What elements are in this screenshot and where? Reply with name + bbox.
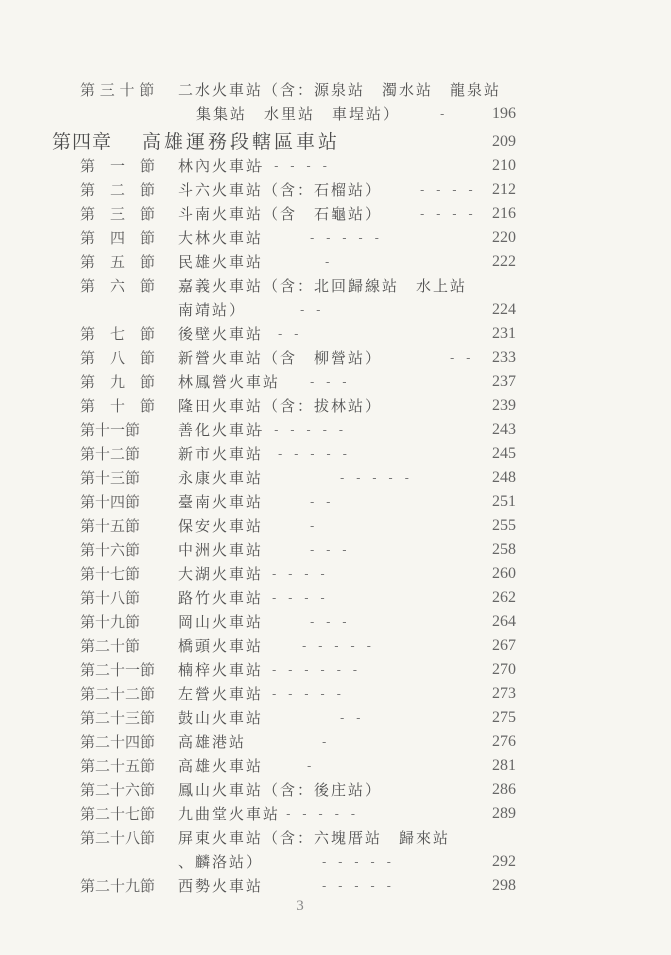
page-ref: 276	[492, 733, 516, 750]
section-title: 楠梓火車站	[178, 661, 264, 679]
section-title: 屏東火車站（含：六塊厝站 歸來站	[178, 829, 451, 847]
page-ref: 210	[492, 157, 516, 174]
section-title: 鼓山火車站	[178, 709, 264, 727]
leader-dots: - - - -	[272, 591, 329, 605]
toc-section-row	[0, 394, 671, 418]
section-title: 林內火車站	[178, 157, 264, 175]
page-ref: 275	[492, 709, 516, 726]
leader-dots: - - -	[310, 543, 351, 557]
section-title: 臺南火車站	[178, 493, 264, 511]
page-ref: 224	[492, 301, 516, 318]
section-title: 斗六火車站（含：石榴站）	[178, 181, 383, 199]
section-label: 第 二 節	[80, 181, 156, 199]
page-ref: 243	[492, 421, 516, 438]
leader-dots: - -	[450, 351, 475, 365]
toc-continuation-row	[0, 102, 671, 126]
section-title: 岡山火車站	[178, 613, 264, 631]
section-label: 第 八 節	[80, 349, 156, 367]
toc-section-row	[0, 754, 671, 778]
page-ref: 264	[492, 613, 516, 630]
page-ref: 222	[492, 253, 516, 270]
toc-section-row	[0, 322, 671, 346]
leader-dots: - - - - -	[310, 231, 383, 245]
page-ref: 209	[492, 133, 516, 150]
section-title: 隆田火車站（含：拔林站）	[178, 397, 383, 415]
section-title: 大林火車站	[178, 229, 264, 247]
leader-dots: - - - - - -	[272, 663, 362, 677]
page-ref: 245	[492, 445, 516, 462]
leader-dots: - - - - - -	[270, 807, 360, 821]
section-title: 民雄火車站	[178, 253, 264, 271]
toc-section-row	[0, 418, 671, 442]
toc-section-row	[0, 682, 671, 706]
toc-section-row	[0, 78, 671, 102]
toc-section-row	[0, 826, 671, 850]
section-title: 高雄港站	[178, 733, 247, 751]
page-ref: 298	[492, 877, 516, 894]
section-title: 高雄火車站	[178, 757, 264, 775]
section-label: 第二十六節	[80, 781, 156, 799]
page-ref: 267	[492, 637, 516, 654]
toc-section-row	[0, 202, 671, 226]
section-label: 第十一節	[80, 421, 141, 439]
toc-section-row	[0, 610, 671, 634]
section-title: 橋頭火車站	[178, 637, 264, 655]
toc-section-row	[0, 706, 671, 730]
section-label: 第二十九節	[80, 877, 156, 895]
section-label: 第 一 節	[80, 157, 156, 175]
toc-section-row	[0, 562, 671, 586]
section-title: 保安火車站	[178, 517, 264, 535]
leader-dots: - - - - -	[278, 447, 351, 461]
toc-section-row	[0, 226, 671, 250]
section-label: 第 六 節	[80, 277, 156, 295]
section-title-continued: 、麟洛站）	[178, 853, 264, 871]
toc-section-row	[0, 250, 671, 274]
section-title: 後壁火車站	[178, 325, 264, 343]
page-ref: 216	[492, 205, 516, 222]
section-label: 第 三 十 節	[80, 81, 155, 99]
section-label: 第二十四節	[80, 733, 156, 751]
leader-dots: - -	[310, 495, 335, 509]
page-ref: 248	[492, 469, 516, 486]
page-ref: 258	[492, 541, 516, 558]
page-ref: 262	[492, 589, 516, 606]
toc-section-row	[0, 730, 671, 754]
leader-dots: - - - - -	[272, 687, 345, 701]
section-label: 第 五 節	[80, 253, 156, 271]
section-title: 左營火車站	[178, 685, 264, 703]
toc-section-row	[0, 874, 671, 898]
leader-dots: - - - - -	[322, 879, 395, 893]
page-ref: 251	[492, 493, 516, 510]
page-ref: 231	[492, 325, 516, 342]
section-label: 第 九 節	[80, 373, 156, 391]
toc-continuation-row	[0, 298, 671, 322]
section-label: 第十七節	[80, 565, 141, 583]
page-ref: 281	[492, 757, 516, 774]
toc-section-row	[0, 634, 671, 658]
leader-dots: - - - - -	[258, 159, 331, 173]
leader-dots: - - -	[310, 615, 351, 629]
leader-dots: - - - - -	[322, 855, 395, 869]
section-title: 新營火車站（含 柳營站）	[178, 349, 383, 367]
toc-section-row	[0, 346, 671, 370]
section-title: 中洲火車站	[178, 541, 264, 559]
leader-dots: - - - -	[420, 183, 477, 197]
leader-dots: - - - -	[272, 567, 329, 581]
section-label: 第二十節	[80, 637, 141, 655]
page-ref: 255	[492, 517, 516, 534]
toc-continuation-row	[0, 850, 671, 874]
toc-section-row	[0, 154, 671, 178]
section-label: 第十八節	[80, 589, 141, 607]
leader-dots: -	[322, 735, 331, 749]
section-label: 第二十八節	[80, 829, 156, 847]
section-title: 嘉義火車站（含：北回歸線站 水上站	[178, 277, 468, 295]
section-title: 鳳山火車站（含：後庄站）	[178, 781, 383, 799]
page-ref: 233	[492, 349, 516, 366]
section-title: 路竹火車站	[178, 589, 264, 607]
toc-section-row	[0, 466, 671, 490]
leader-dots: -	[440, 107, 449, 121]
toc-section-row	[0, 490, 671, 514]
leader-dots: - -	[340, 711, 365, 725]
section-title: 斗南火車站（含 石龜站）	[178, 205, 383, 223]
section-label: 第十四節	[80, 493, 141, 511]
page-ref: 270	[492, 661, 516, 678]
section-label: 第 十 節	[80, 397, 156, 415]
section-title: 西勢火車站	[178, 877, 264, 895]
section-label: 第十三節	[80, 469, 141, 487]
leader-dots: - -	[278, 327, 303, 341]
section-title: 林鳳營火車站	[178, 373, 281, 391]
page-ref: 260	[492, 565, 516, 582]
page-ref: 239	[492, 397, 516, 414]
toc-section-row	[0, 802, 671, 826]
page-ref: 273	[492, 685, 516, 702]
leader-dots: -	[325, 255, 334, 269]
toc-chapter-row	[0, 130, 671, 154]
section-label: 第二十五節	[80, 757, 156, 775]
section-label: 第 四 節	[80, 229, 156, 247]
section-title: 九曲堂火車站	[178, 805, 281, 823]
section-label: 第二十三節	[80, 709, 156, 727]
section-label: 第二十二節	[80, 685, 156, 703]
section-label: 第十五節	[80, 517, 141, 535]
toc-section-row	[0, 370, 671, 394]
section-title: 永康火車站	[178, 469, 264, 487]
leader-dots: -	[310, 519, 319, 533]
section-title: 二水火車站（含：源泉站 濁水站 龍泉站	[178, 81, 502, 99]
page-ref: 220	[492, 229, 516, 246]
chapter-title: 高雄運務段轄區車站	[142, 131, 341, 153]
section-title-continued: 集集站 水里站 車埕站）	[196, 105, 401, 123]
toc-section-row	[0, 178, 671, 202]
toc-section-row	[0, 442, 671, 466]
section-label: 第十二節	[80, 445, 141, 463]
toc-section-row	[0, 778, 671, 802]
leader-dots: - - - - - -	[258, 423, 348, 437]
page-ref: 286	[492, 781, 516, 798]
section-label: 第十九節	[80, 613, 141, 631]
leader-dots: - -	[300, 303, 325, 317]
leader-dots: - - - -	[420, 207, 477, 221]
section-label: 第十六節	[80, 541, 141, 559]
toc-section-row	[0, 274, 671, 298]
section-label: 第二十一節	[80, 661, 156, 679]
leader-dots: -	[307, 759, 316, 773]
page-ref: 292	[492, 853, 516, 870]
leader-dots: - - - - -	[340, 471, 413, 485]
section-title-continued: 南靖站）	[178, 301, 247, 319]
toc-section-row	[0, 538, 671, 562]
page-ref: 196	[492, 105, 516, 122]
page-ref: 289	[492, 805, 516, 822]
toc-section-row	[0, 514, 671, 538]
section-label: 第二十七節	[80, 805, 156, 823]
section-title: 大湖火車站	[178, 565, 264, 583]
page-number: 3	[296, 898, 304, 914]
toc-section-row	[0, 658, 671, 682]
section-title: 新市火車站	[178, 445, 264, 463]
section-label: 第 三 節	[80, 205, 156, 223]
section-label: 第 七 節	[80, 325, 156, 343]
page-ref: 212	[492, 181, 516, 198]
leader-dots: - - - - -	[302, 639, 375, 653]
page-ref: 237	[492, 373, 516, 390]
leader-dots: - - -	[310, 375, 351, 389]
chapter-label: 第四章	[52, 131, 113, 153]
toc-section-row	[0, 586, 671, 610]
section-title: 善化火車站	[178, 421, 264, 439]
